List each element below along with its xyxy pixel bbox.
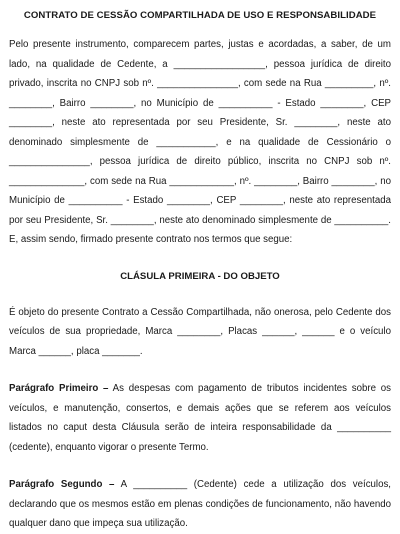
paragraph-first-lead: Parágrafo Primeiro – <box>9 383 109 394</box>
paragraph-second-text: A __________ (Cedente) cede a utilização dos veículos, declarando que os mesmos estão em plenas condições de funcionamento, não havendo qualquer dano que impeça sua utilização. <box>9 479 391 529</box>
object-paragraph: É objeto do presente Contrato a Cessão Compartilhada, não onerosa, pelo Cedente dos veículos de sua propriedade, Marca ________, Placas ______, ______ e o veículo Marca ______, placa _______. <box>9 306 391 357</box>
document-title: CONTRATO DE CESSÃO COMPARTILHADA DE USO E RESPONSABILIDADE <box>23 10 377 21</box>
paragraph-first-text: As despesas com pagamento de tributos incidentes sobre os veículos, e manutenção, consertos, e demais ações que se referem aos veículos listados no caput desta Cláusula serão de inteira responsabilidade da __________ (cedente), enquanto vigorar o presente Termo. <box>9 383 391 453</box>
paragraph-second <box>9 475 391 534</box>
intro-paragraph: Pelo presente instrumento, comparecem partes, justas e acordadas, a saber, de um lado, na qualidade de Cedente, a _________________, pessoa jurídica de direito privado, inscrita no CNPJ sob nº. _______________, com sede na Rua _________, nº. ________, Bairro ________, no Município de __________ - Estado ________, CEP ________, neste ato representada por seu Presidente, Sr. ________, neste ato denominado simplesmente de ___________, e na qualidade de Cessionário o _______________, pessoa jurídica de direito público, inscrita no CNPJ sob nº. ______________, com sede na Rua ____________, nº. ________, Bairro ________, no Município de __________ - Estado ________, CEP ________, neste ato representada por seu Presidente, Sr. ________, neste ato denominado simplesmente de __________. E, assim sendo, firmado presente contrato nos termos que segue: <box>9 39 391 245</box>
paragraph-first <box>9 379 391 457</box>
section-title: CLÁSULA PRIMEIRA - DO OBJETO <box>120 270 280 282</box>
paragraph-second-lead: Parágrafo Segundo – <box>9 479 115 490</box>
